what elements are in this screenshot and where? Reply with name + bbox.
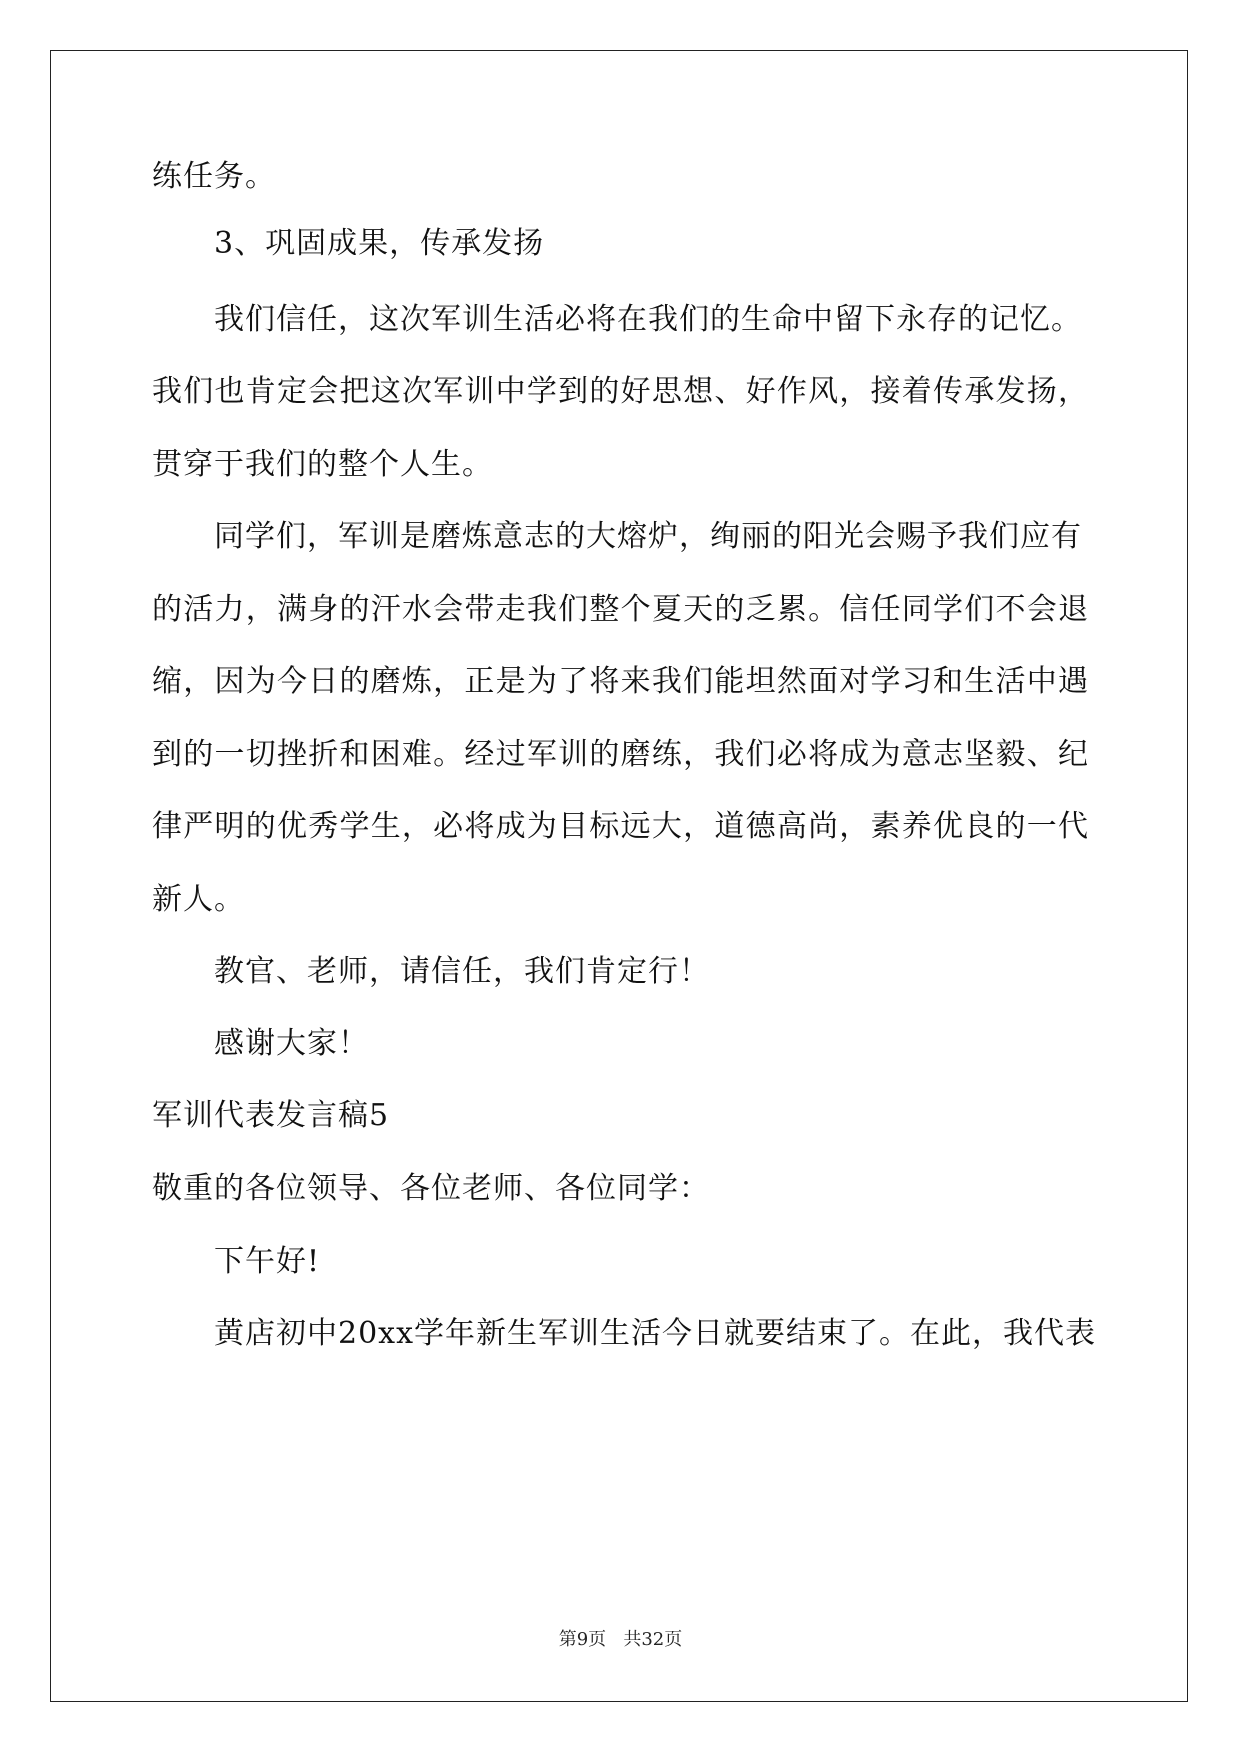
paragraph-line: 我们信任，这次军训生活必将在我们的生命中留下永存的记忆。 xyxy=(214,302,1082,337)
paragraph-line: 我们也肯定会把这次军训中学到的好思想、好作风，接着传承发扬， xyxy=(152,374,1088,409)
page-footer xyxy=(0,1628,1241,1652)
document-title: 军训代表发言稿5 xyxy=(152,1098,390,1133)
paragraph-line: 新人。 xyxy=(152,882,245,917)
paragraph-line: 感谢大家！ xyxy=(214,1026,369,1061)
paragraph-line: 缩，因为今日的磨炼，正是为了将来我们能坦然面对学习和生活中遇 xyxy=(152,664,1088,699)
paragraph-line: 律严明的优秀学生，必将成为目标远大，道德高尚，素养优良的一代 xyxy=(152,809,1088,844)
page-border xyxy=(50,50,1188,1702)
section-heading: 3、巩固成果，传承发扬 xyxy=(214,226,545,261)
page-number: 第9页 xyxy=(558,1629,607,1650)
greeting: 下午好! xyxy=(214,1244,321,1279)
paragraph-line: 到的一切挫折和困难。经过军训的磨练，我们必将成为意志坚毅、纪 xyxy=(152,737,1088,772)
paragraph-line: 黄店初中20xx学年新生军训生活今日就要结束了。在此，我代表 xyxy=(214,1316,1097,1351)
paragraph-line: 教官、老师，请信任，我们肯定行！ xyxy=(214,954,710,989)
body-text-line: 练任务。 xyxy=(152,159,276,194)
paragraph-line: 同学们，军训是磨炼意志的大熔炉，绚丽的阳光会赐予我们应有 xyxy=(214,519,1082,554)
paragraph-line: 贯穿于我们的整个人生。 xyxy=(152,447,493,482)
salutation: 敬重的各位领导、各位老师、各位同学： xyxy=(152,1171,710,1206)
page-total: 共32页 xyxy=(623,1629,683,1650)
paragraph-line: 的活力，满身的汗水会带走我们整个夏天的乏累。信任同学们不会退 xyxy=(152,592,1088,627)
